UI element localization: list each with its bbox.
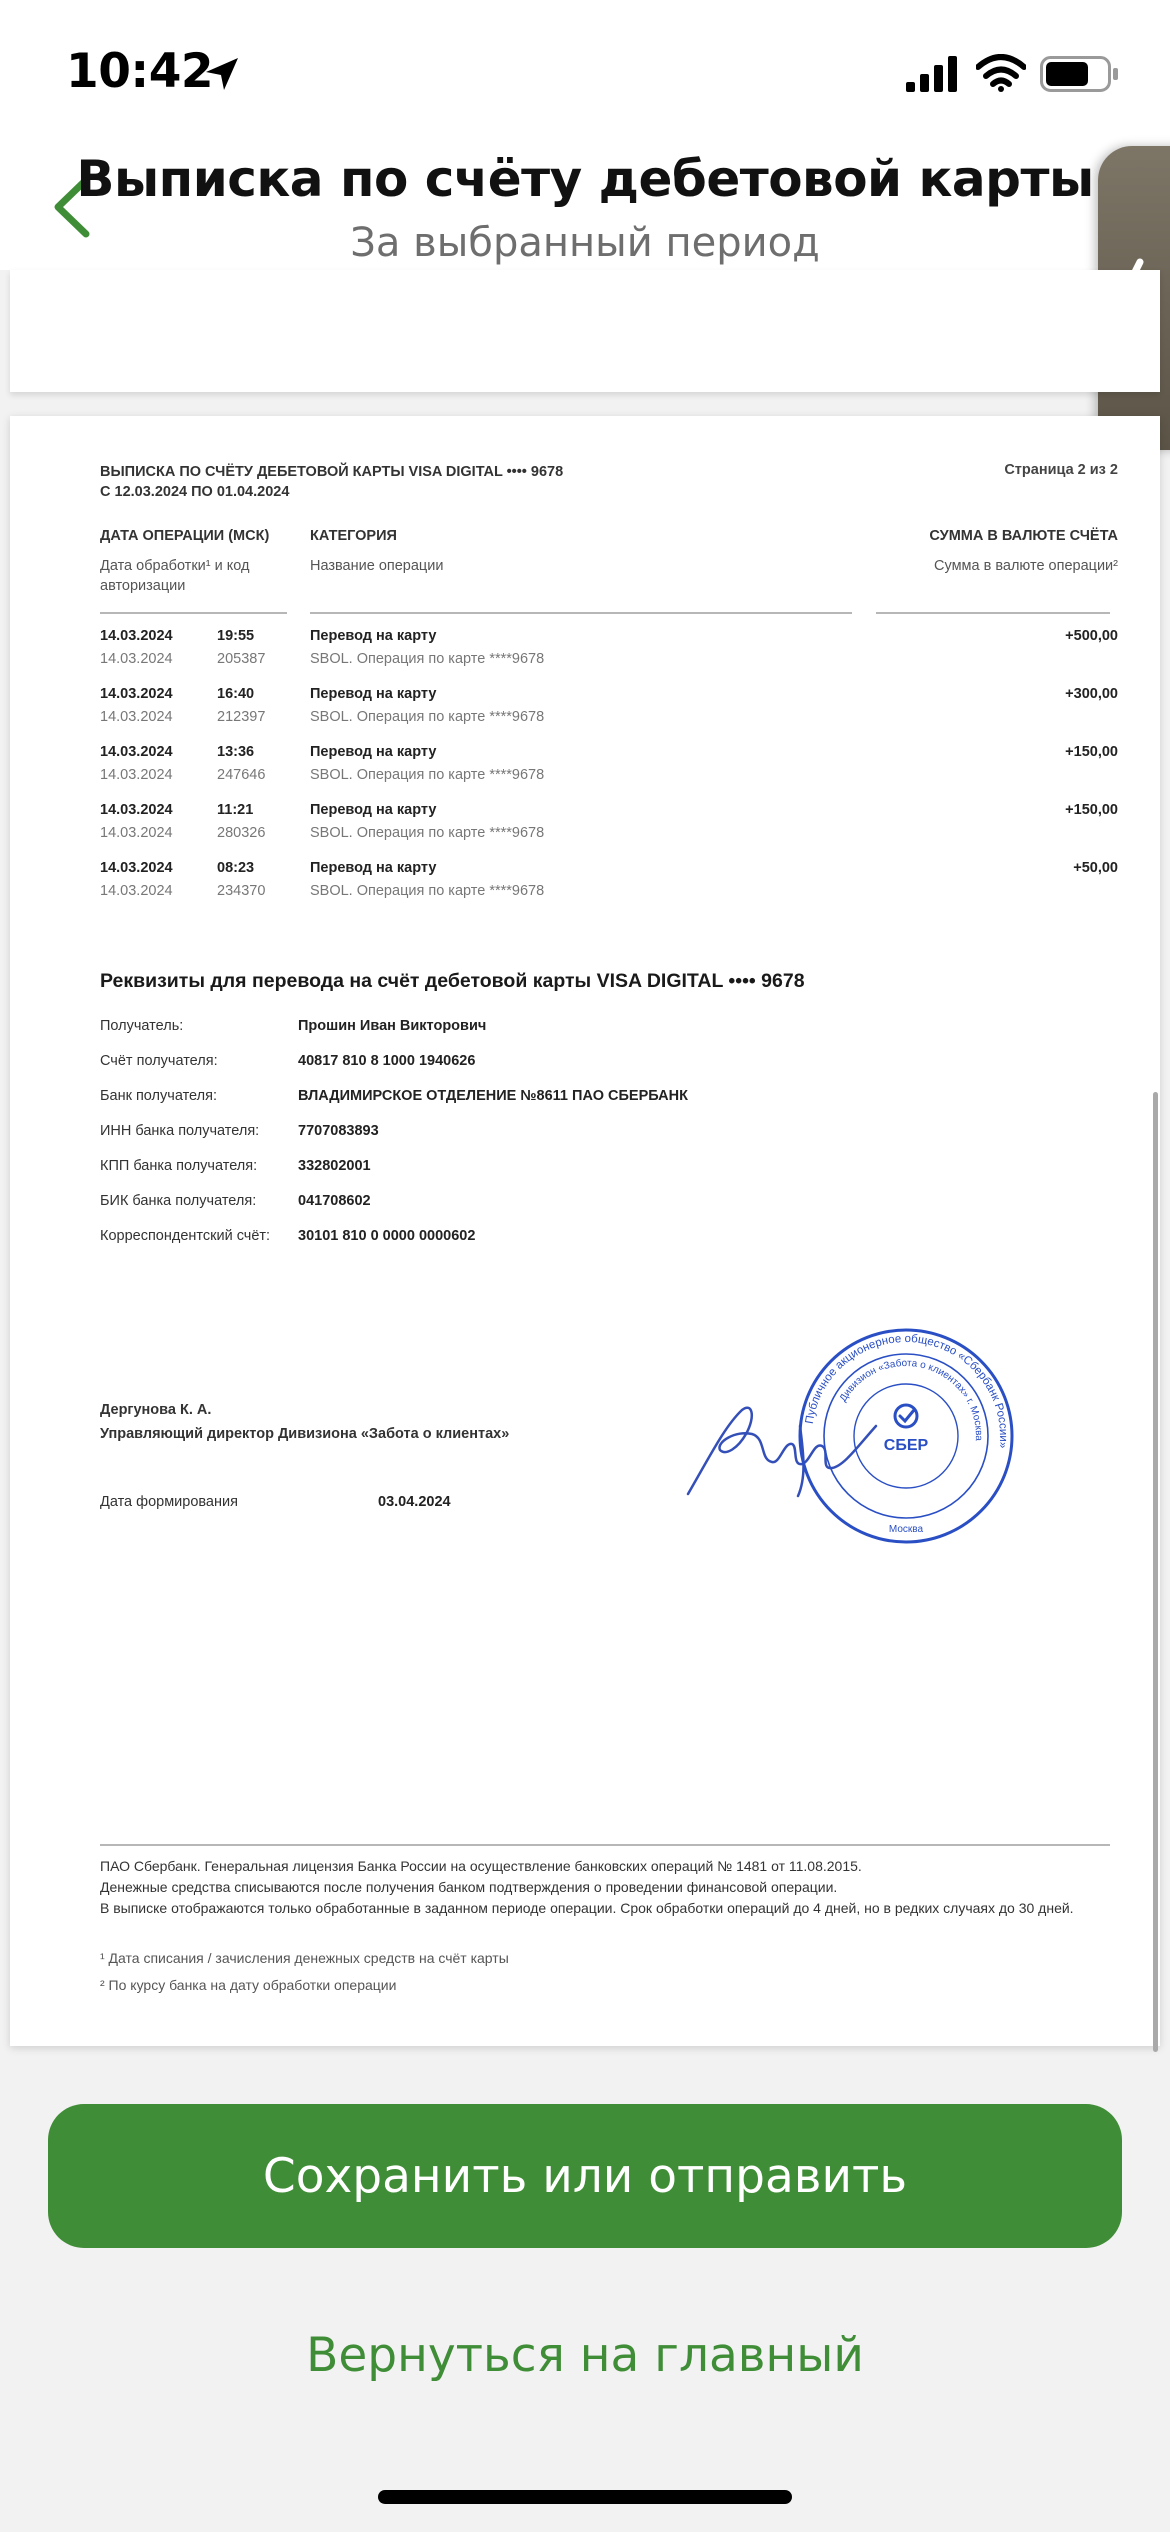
requisite-value: ВЛАДИМИРСКОЕ ОТДЕЛЕНИЕ №8611 ПАО СБЕРБАНК <box>298 1088 688 1104</box>
transaction-date: 14.03.2024 <box>100 802 173 818</box>
requisite-value: 40817 810 8 1000 1940626 <box>298 1053 476 1069</box>
requisite-label: БИК банка получателя: <box>100 1193 257 1209</box>
home-indicator[interactable] <box>378 2490 792 2504</box>
divider <box>876 612 1110 614</box>
requisite-value: 30101 810 0 0000 0000602 <box>298 1228 476 1244</box>
page-indicator: Страница 2 из 2 <box>1004 462 1118 478</box>
transaction-processed-date: 14.03.2024 <box>100 767 173 783</box>
transaction-date: 14.03.2024 <box>100 686 173 702</box>
transaction-description: SBOL. Операция по карте ****9678 <box>310 651 545 667</box>
requisite-row <box>10 1193 1160 1217</box>
transaction-amount: +50,00 <box>1073 860 1118 876</box>
transaction-description: SBOL. Операция по карте ****9678 <box>310 767 545 783</box>
transaction-amount: +150,00 <box>1065 802 1118 818</box>
transaction-processed-date: 14.03.2024 <box>100 825 173 841</box>
statement-title: ВЫПИСКА ПО СЧЁТУ ДЕБЕТОВОЙ КАРТЫ VISA DIGITAL •••• 9678 <box>100 464 564 480</box>
svg-text:Дивизион «Забота о клиентах» г <box>838 1357 984 1441</box>
requisite-row <box>10 1018 1160 1042</box>
footer-line: ПАО Сбербанк. Генеральная лицензия Банка России на осуществление банковских операций № 1481 от 11.08.2015. <box>100 1858 862 1874</box>
transaction-auth-code: 234370 <box>217 883 266 899</box>
footer-line: Денежные средства списываются после получения банком подтверждения о проведении финансовой операции. <box>100 1879 838 1895</box>
transaction-time: 11:21 <box>217 802 254 818</box>
requisite-label: ИНН банка получателя: <box>100 1123 260 1139</box>
requisite-label: КПП банка получателя: <box>100 1158 258 1174</box>
signatory-title: Управляющий директор Дивизиона «Забота о клиентах» <box>100 1426 510 1442</box>
requisites-title: Реквизиты для перевода на счёт дебетовой карты VISA DIGITAL •••• 9678 <box>100 970 805 992</box>
transaction-date: 14.03.2024 <box>100 628 173 644</box>
scrollbar[interactable] <box>1153 1092 1158 2052</box>
footnote-1: ¹ Дата списания / зачисления денежных средств на счёт карты <box>100 1950 509 1966</box>
footer-line: В выписке отображаются только обработанные в заданном периоде операции. Срок обработки операций до 4 дней, но в редких случаях до 30 дней. <box>100 1900 1074 1916</box>
statement-heading <box>100 462 563 502</box>
divider <box>310 612 852 614</box>
document-page-1 <box>10 270 1160 392</box>
stamp-city-text: Москва <box>888 1524 924 1535</box>
column-amount-header: СУММА В ВАЛЮТЕ СЧЁТА <box>929 528 1118 544</box>
transaction-row <box>10 860 1160 918</box>
location-arrow-icon <box>202 54 242 94</box>
status-bar <box>0 0 1170 140</box>
requisite-row <box>10 1053 1160 1077</box>
transaction-processed-date: 14.03.2024 <box>100 651 173 667</box>
column-amount-sub: Сумма в валюте операции² <box>934 558 1118 574</box>
transaction-date: 14.03.2024 <box>100 860 173 876</box>
transaction-time: 16:40 <box>217 686 255 702</box>
transaction-processed-date: 14.03.2024 <box>100 709 173 725</box>
footer-legal-text <box>100 1856 1110 1919</box>
transaction-amount: +300,00 <box>1065 686 1118 702</box>
footnote-2: ² По курсу банка на дату обработки операции <box>100 1977 397 1993</box>
transaction-auth-code: 212397 <box>217 709 266 725</box>
transaction-category: Перевод на карту <box>310 802 437 818</box>
transaction-auth-code: 247646 <box>217 767 266 783</box>
wifi-icon <box>976 54 1026 92</box>
transaction-category: Перевод на карту <box>310 628 437 644</box>
company-stamp <box>796 1326 1016 1546</box>
save-or-send-button[interactable] <box>48 2104 1122 2248</box>
requisite-label: Получатель: <box>100 1018 184 1034</box>
stamp-logo-text: СБЕР <box>883 1437 929 1454</box>
formed-date-label: Дата формирования <box>100 1494 238 1510</box>
status-time: 10:42 <box>66 44 214 99</box>
requisite-row <box>10 1158 1160 1182</box>
cellular-signal-icon <box>906 56 958 92</box>
transaction-amount: +150,00 <box>1065 744 1118 760</box>
page-subtitle: За выбранный период <box>350 220 820 266</box>
column-category-header: КАТЕГОРИЯ <box>310 528 397 544</box>
requisite-row <box>10 1123 1160 1147</box>
transaction-row <box>10 744 1160 802</box>
column-date-sub: Дата обработки¹ и код авторизации <box>100 558 250 594</box>
formed-date-value: 03.04.2024 <box>378 1494 451 1510</box>
requisite-value: 332802001 <box>298 1158 371 1174</box>
divider <box>100 612 287 614</box>
transaction-processed-date: 14.03.2024 <box>100 883 173 899</box>
save-or-send-label: Сохранить или отправить <box>262 2148 908 2204</box>
transaction-description: SBOL. Операция по карте ****9678 <box>310 825 545 841</box>
requisite-label: Корреспондентский счёт: <box>100 1228 271 1244</box>
signatory-block <box>100 1398 509 1446</box>
requisite-row <box>10 1228 1160 1252</box>
document-page-2 <box>10 416 1160 2046</box>
nav-header <box>0 140 1170 270</box>
back-to-main-button[interactable] <box>48 2290 1122 2420</box>
footer-divider <box>100 1844 1110 1846</box>
requisite-row <box>10 1088 1160 1112</box>
stamp-inner-text: Дивизион «Забота о клиентах» г. Москва <box>837 1357 985 1442</box>
signatory-name: Дергунова К. А. <box>100 1402 212 1418</box>
transaction-description: SBOL. Операция по карте ****9678 <box>310 709 545 725</box>
battery-icon <box>1040 56 1120 92</box>
transaction-amount: +500,00 <box>1065 628 1118 644</box>
page-title: Выписка по счёту дебетовой карты <box>76 150 1094 208</box>
stamp-outer-text: Публичное акционерное общество «Сбербанк России» <box>803 1332 1010 1449</box>
transaction-row <box>10 686 1160 744</box>
requisite-value: 041708602 <box>298 1193 371 1209</box>
transaction-category: Перевод на карту <box>310 686 437 702</box>
transaction-date: 14.03.2024 <box>100 744 173 760</box>
back-to-main-label: Вернуться на главный <box>306 2327 864 2383</box>
requisite-value: 7707083893 <box>298 1123 379 1139</box>
transaction-category: Перевод на карту <box>310 860 437 876</box>
transaction-time: 08:23 <box>217 860 255 876</box>
statement-period: С 12.03.2024 ПО 01.04.2024 <box>100 484 290 500</box>
column-date-header: ДАТА ОПЕРАЦИИ (МСК) <box>100 528 270 544</box>
transaction-time: 19:55 <box>217 628 255 644</box>
column-category-sub: Название операции <box>310 558 444 574</box>
transaction-row <box>10 802 1160 860</box>
requisite-label: Банк получателя: <box>100 1088 217 1104</box>
requisite-label: Счёт получателя: <box>100 1053 218 1069</box>
transaction-auth-code: 280326 <box>217 825 266 841</box>
transaction-time: 13:36 <box>217 744 255 760</box>
sber-logo-icon <box>895 1405 917 1427</box>
transaction-description: SBOL. Операция по карте ****9678 <box>310 883 545 899</box>
transaction-category: Перевод на карту <box>310 744 437 760</box>
requisite-value: Прошин Иван Викторович <box>298 1018 487 1034</box>
transaction-row <box>10 628 1160 686</box>
transaction-auth-code: 205387 <box>217 651 266 667</box>
